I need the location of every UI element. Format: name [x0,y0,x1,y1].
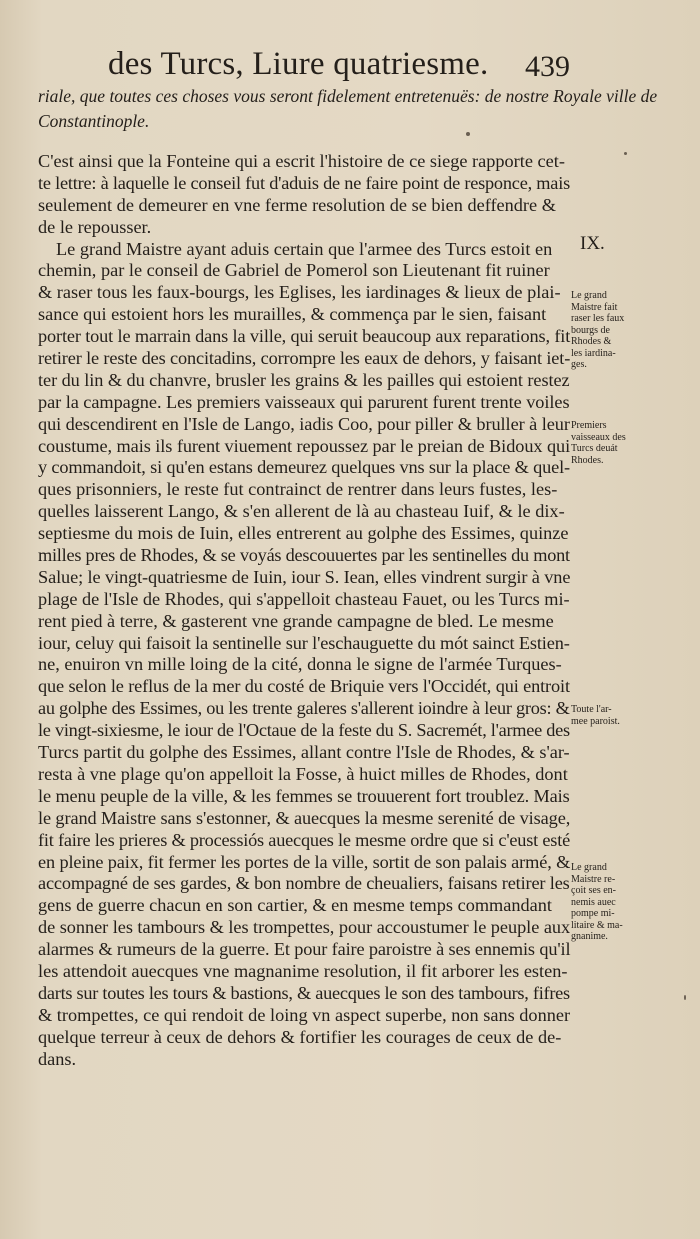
text-line: que selon le reflus de la mer du costé de Briquie vers l'Occidét, qui entroit [38,676,570,697]
margin-note-line: Rhodes & [571,336,612,347]
text-line: de le repousser. [38,216,152,237]
text-line: quelque terreur à ceux de dehors & fortifier les courages de ceux de de- [38,1026,562,1047]
text-line: le menu peuple de la ville, & les femmes se trouuerent fort troublez. Mais [38,785,570,806]
margin-note-line: raser les faux [571,313,625,324]
text-line: fit faire les prieres & processiós auecques le mesme ordre que si c'eust esté [38,829,570,850]
text-line: porter tout le marrain dans la ville, qui seruit beaucoup aux reparations, fit [38,326,571,347]
text-line: au golphe des Essimes, ou les trente galeres s'allerent ioindre à leur gros: & [38,698,570,719]
margin-note-line: mee paroist. [571,715,620,727]
text-line: Turcs partit du golphe des Essimes, allant contre l'Isle de Rhodes, & s'ar- [38,742,570,763]
margin-note-line: Rhodes. [571,454,604,466]
text-line: resta à vne plage qu'on appelloit la Fosse, à huict milles de Rhodes, dont [38,763,568,784]
text-line: qui descendirent en l'Isle de Lango, iadis Coo, pour piller & bruller à leur [38,413,570,434]
text-line: Le grand Maistre ayant aduis certain que l'armee des Turcs estoit en [56,238,553,259]
margin-note [571,862,631,943]
margin-note-line: pompe mi- [571,908,615,919]
text-line: en pleine paix, fit fermer les portes de la ville, sortit de son palais armé, & [38,851,571,872]
margin-note-line: çoit ses en- [571,885,616,896]
text-line: le grand Maistre sans s'estonner, & auecques la mesme serenité de visage, [38,807,571,828]
text-line: retirer le reste des concitadins, corrompre les eaux de dehors, y faisant iet- [38,348,571,369]
text-line: & trompettes, ce qui rendoit de loing vn aspect superbe, non sans donner [38,1004,571,1025]
section-marker: IX. [580,233,605,254]
margin-note-line: litaire & ma- [571,919,623,931]
text-line: seulement de demeurer en vne ferme resolution de se bien deffendre & [38,194,556,215]
margin-note-line: Le grand [571,290,607,301]
page-header [0,46,700,86]
body-text [38,151,570,1070]
text-line: ne, enuiron vn mille loing de la cité, donna le signe de l'armée Turques- [38,654,562,675]
text-line: quelles laisserent Lango, & s'en allerent de là au chasteau Iuif, & le dix- [38,501,565,522]
text-line: ter du lin & du chanvre, brusler les grains & les pailles qui estoient restez [38,369,570,390]
margin-note-line: Le grand [571,862,607,873]
text-line: septiesme du mois de Iuin, elles entrerent au golphe des Essimes, quinze [38,523,569,544]
text-line: chemin, par le conseil de Gabriel de Pomerol son Lieutenant fit ruiner [38,260,550,281]
paper-speck [624,152,627,155]
text-line: dans. [38,1048,77,1069]
text-line: & raser tous les faux-bourgs, les Eglises, les iardinages & lieux de plai- [38,282,561,303]
text-line: accompagné de ses gardes, & bon nombre de cheualiers, faisans retirer les [38,873,570,894]
text-line: Salue; le vingt-quatriesme de Iuin, iour S. Iean, elles vindrent surgir à vne [38,566,571,587]
margin-note-line: Premiers [571,420,607,431]
paper-speck [684,995,686,1000]
paper-speck [466,132,470,136]
text-line: iour, celuy qui faisoit la sentinelle sur l'eschauguette du mót sainct Estien- [38,632,570,653]
text-line: rent pied à terre, & gasterent vne grande campagne de bled. Le mesme [38,610,554,631]
running-title: des Turcs, Liure quatriesme. [108,46,489,82]
text-line: le vingt-sixiesme, le iour de l'Octaue de la feste du S. Sacremét, l'armee des [38,720,570,741]
margin-note [571,704,631,727]
text-line: de sonner les tambours & les trompettes, pour accoustumer le peuple aux [38,917,571,938]
text-line: ques prisonniers, le reste fut contrainct de rentrer dans leurs fustes, les- [38,479,558,500]
margin-note-line: Turcs deuát [571,443,618,454]
letter-closing [38,84,658,134]
margin-note-line: gnanime. [571,931,608,942]
margin-note-line: ges. [571,359,587,370]
text-line: C'est ainsi que la Fonteine qui a escrit l'histoire de ce siege rapporte cet- [38,151,565,171]
margin-note-line: vaisseaux des [571,431,626,443]
page-number: 439 [525,50,570,83]
italic-line: riale, que toutes ces choses vous seront fidelement entretenuës: de nostre Royale ville de [38,86,658,106]
margin-note-line: Toute l'ar- [571,704,612,715]
text-line: par la campagne. Les premiers vaisseaux qui parurent furent trente voiles [38,391,570,412]
text-line: sance qui estoient hors les murailles, & commença par le sien, faisant [38,304,547,325]
text-line: coustume, mais ils furent viuement repoussez par le preian de Bidoux qui [38,435,571,456]
text-line: y commandoit, si qu'en estans demeurez quelques vns sur la place & quel- [38,457,570,478]
margin-note [571,290,631,371]
text-line: te lettre: à laquelle le conseil fut d'aduis de ne faire point de responce, mais [38,172,570,193]
margin-note-line: nemis auec [571,896,616,908]
margin-note-line: bourgs de [571,324,610,336]
margin-note-line: Maistre re- [571,873,616,885]
text-line: alarmes & rumeurs de la guerre. Et pour faire paroistre à ses ennemis qu'il [38,939,571,960]
text-line: plage de l'Isle de Rhodes, qui s'appelloit chasteau Fauet, ou les Turcs mi- [38,588,570,609]
text-line: darts sur toutes les tours & bastions, & auecques le son des tambours, fifres [38,982,570,1003]
text-line: milles pres de Rhodes, & se voyás descouuertes par les sentinelles du mont [38,545,570,566]
margin-note-line: Maistre fait [571,301,618,313]
text-line: les attendoit auecques vne magnanime resolution, il fit arborer les esten- [38,960,568,981]
text-line: gens de guerre chacun en son cartier, & en mesme temps commandant [38,895,552,916]
margin-note [571,420,631,466]
margin-note-line: les iardina- [571,347,616,359]
italic-line: Constantinople. [38,111,150,131]
